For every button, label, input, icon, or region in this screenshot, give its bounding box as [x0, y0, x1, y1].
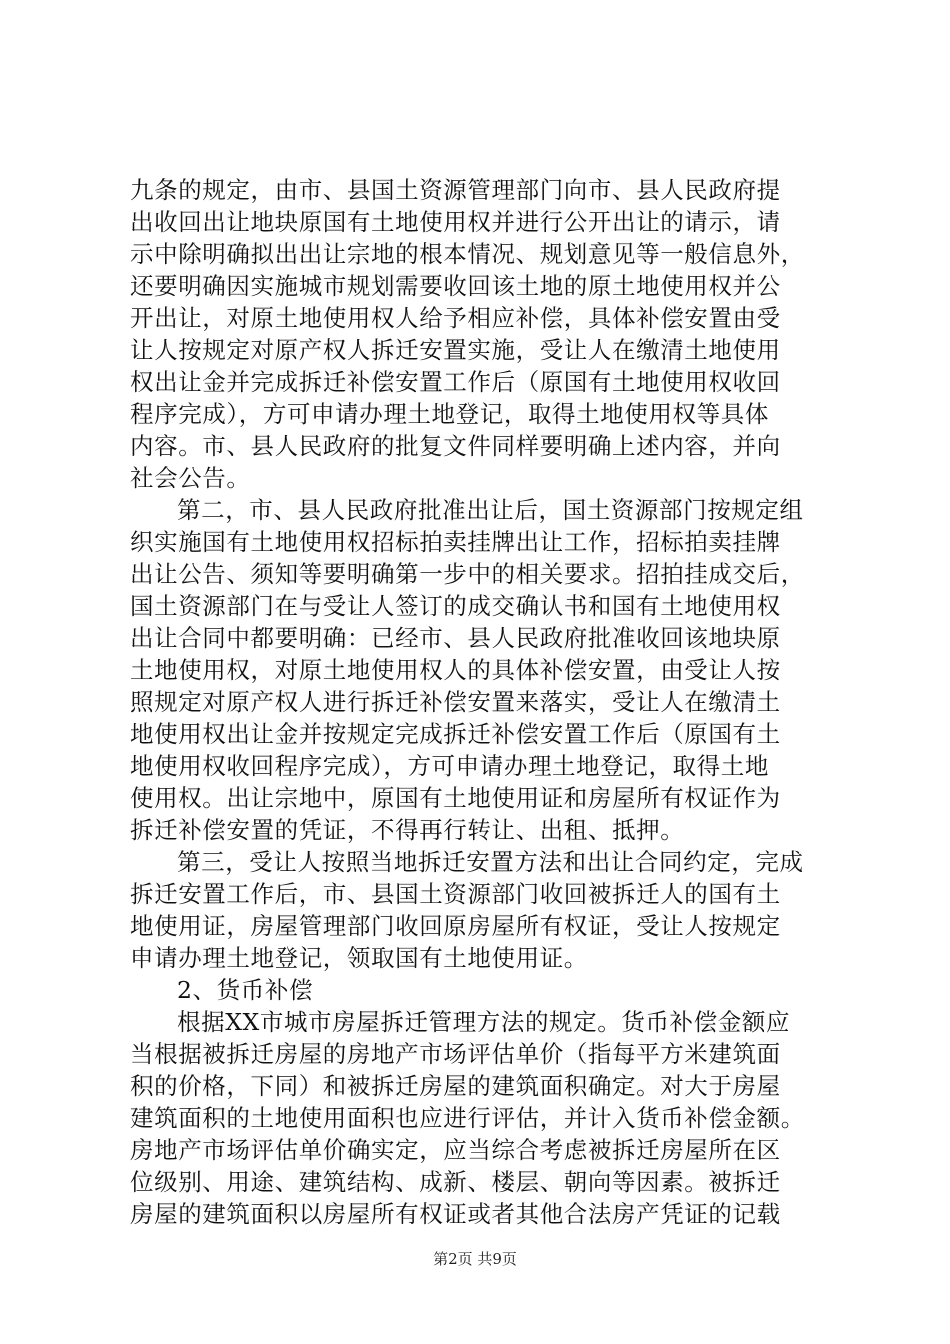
paragraph-start-line: 第二，市、县人民政府批准出让后，国土资源部门按规定组 [177, 496, 804, 524]
text-line: 房屋的建筑面积以房屋所有权证或者其他合法房产凭证的记载 [130, 1200, 781, 1228]
text-line: 社会公告。 [130, 464, 251, 492]
paragraph-start-line: 第三，受让人按照当地拆迁安置方法和出让合同约定，完成 [177, 848, 804, 876]
section-heading: 2、货币补偿 [177, 976, 314, 1004]
text-line: 使用权。出让宗地中，原国有土地使用证和房屋所有权证作为 [130, 784, 781, 812]
text-line: 房地产市场评估单价确实定，应当综合考虑被拆迁房屋所在区 [130, 1136, 781, 1164]
text-line: 内容。市、县人民政府的批复文件同样要明确上述内容，并向 [130, 432, 781, 460]
text-line: 地使用权收回程序完成），方可申请办理土地登记，取得土地 [130, 752, 769, 780]
text-line: 国土资源部门在与受让人签订的成交确认书和国有土地使用权 [130, 592, 781, 620]
text-line: 出收回出让地块原国有土地使用权并进行公开出让的请示，请 [130, 208, 781, 236]
text-line: 让人按规定对原产权人拆迁安置实施，受让人在缴清土地使用 [130, 336, 781, 364]
text-line: 土地使用权，对原土地使用权人的具体补偿安置，由受让人按 [130, 656, 781, 684]
text-line: 地使用证，房屋管理部门收回原房屋所有权证，受让人按规定 [130, 912, 781, 940]
text-line: 权出让金并完成拆迁补偿安置工作后（原国有土地使用权收回 [130, 368, 781, 396]
text-line: 示中除明确拟出出让宗地的根本情况、规划意见等一般信息外， [130, 240, 805, 268]
text-line: 积的价格，下同）和被拆迁房屋的建筑面积确定。对大于房屋 [130, 1072, 781, 1100]
text-line: 照规定对原产权人进行拆迁补偿安置来落实，受让人在缴清土 [130, 688, 781, 716]
text-line: 开出让，对原土地使用权人给予相应补偿，具体补偿安置由受 [130, 304, 781, 332]
text-line: 建筑面积的土地使用面积也应进行评估，并计入货币补偿金额。 [130, 1104, 805, 1132]
text-line: 地使用权出让金并按规定完成拆迁补偿安置工作后（原国有土 [130, 720, 781, 748]
text-line: 位级别、用途、建筑结构、成新、楼层、朝向等因素。被拆迁 [130, 1168, 781, 1196]
text-line: 九条的规定，由市、县国土资源管理部门向市、县人民政府提 [130, 176, 781, 204]
text-line: 还要明确因实施城市规划需要收回该土地的原土地使用权并公 [130, 272, 781, 300]
text-line: 出让合同中都要明确：已经市、县人民政府批准收回该地块原 [130, 624, 781, 652]
text-line: 织实施国有土地使用权招标拍卖挂牌出让工作，招标拍卖挂牌 [130, 528, 781, 556]
text-line: 拆迁补偿安置的凭证，不得再行转让、出租、抵押。 [130, 816, 685, 844]
document-body [130, 174, 835, 1230]
text-line: 拆迁安置工作后，市、县国土资源部门收回被拆迁人的国有土 [130, 880, 781, 908]
text-line: 出让公告、须知等要明确第一步中的相关要求。招拍挂成交后， [130, 560, 805, 588]
text-line: 当根据被拆迁房屋的房地产市场评估单价（指每平方米建筑面 [130, 1040, 781, 1068]
page-number-footer: 第2页 共9页 [433, 1250, 517, 1268]
text-line: 程序完成），方可申请办理土地登记，取得土地使用权等具体 [130, 400, 769, 428]
text-line: 申请办理土地登记，领取国有土地使用证。 [130, 944, 588, 972]
paragraph-start-line: 根据XX市城市房屋拆迁管理方法的规定。货币补偿金额应 [177, 1008, 791, 1036]
